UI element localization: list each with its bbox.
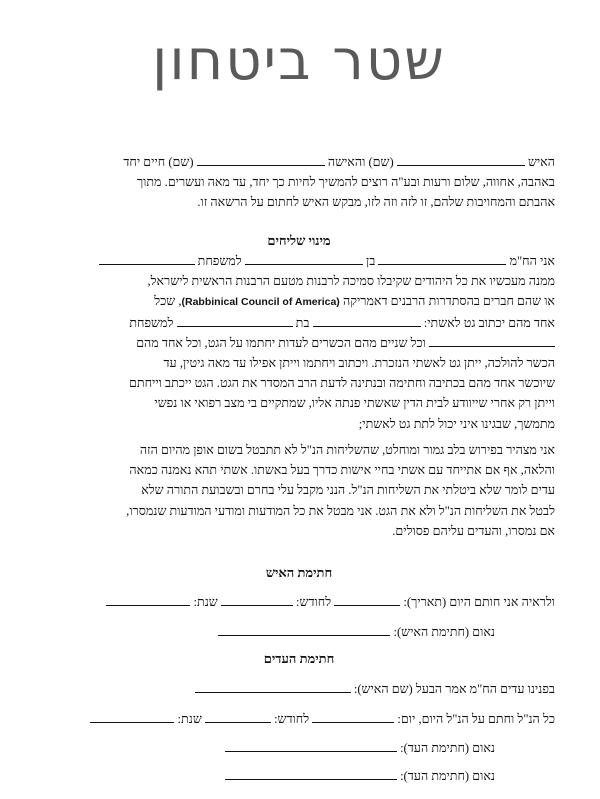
appointer-label: אני הח"מ	[509, 254, 555, 268]
rca-english-label: (Rabbinical Council of America)	[181, 296, 340, 309]
witness-year-label: שנת:	[177, 712, 202, 726]
wife-label: אחד מהם יכתוב גט לאשתי:	[423, 315, 555, 330]
declaration-paragraph	[43, 440, 555, 541]
man-signature-heading: חתימת האיש	[265, 565, 333, 580]
witness-2-signature-field[interactable]	[225, 766, 397, 780]
intro-man-label: האיש	[527, 155, 555, 169]
man-sign-row	[43, 622, 495, 640]
intro-line-1	[43, 152, 555, 172]
man-year-label: שנת:	[193, 595, 218, 609]
father-name-field[interactable]	[245, 251, 363, 265]
appoint-line-5-text: וכל שניים מהם הכשרים לעדות יחתמו על הגט, וכל אחד מהם	[136, 335, 426, 350]
rca-suffix: , שכל	[154, 294, 182, 309]
appoint-line-6: הכשר להולכה, ייתן גט לאשתי הנזכרת. ויכתוב ויחתמו וייתן אפילו עד מאה גיטין, עד	[163, 356, 555, 371]
appoint-line-8: וייתן רק אחרי שייוודע לבית הדין שאשתי פנתה אליו, שמתקיים בי מצב רפואי או נפשי	[154, 396, 555, 411]
witness-day-label: כל הנ"ל וחתם על הנ"ל היום, יום:	[397, 712, 555, 726]
man-signature-field[interactable]	[218, 622, 390, 636]
rca-hebrew-label: או שהם חברים בהסתדרות הרבנים דאמריקה	[342, 294, 555, 309]
witness-statement-label: בפנינו עדים הח"מ אמר הבעל (שם האיש):	[353, 682, 555, 696]
wife-family-label: למשפחת	[129, 315, 174, 330]
intro-woman-label: (שם) והאישה	[327, 155, 394, 169]
intro-paragraph	[43, 152, 555, 213]
declaration-line-5: אם נמסרו, והעדים עליהם פסולים.	[392, 523, 555, 538]
wife-name-field[interactable]	[313, 313, 421, 327]
witness-1-signature-field[interactable]	[225, 738, 397, 752]
witness-year-field[interactable]	[90, 709, 174, 723]
witness-month-label: לחודש:	[274, 712, 310, 726]
appoint-line-1	[43, 251, 555, 271]
witness-2-sign-label: נאום (חתימת העד):	[400, 769, 495, 783]
wife-family-name-field[interactable]	[429, 333, 555, 347]
document-title: שטר ביטחון	[152, 28, 446, 93]
appoint-line-3	[43, 291, 555, 312]
man-date-row	[43, 592, 555, 610]
daughter-of-label: בת	[295, 315, 310, 330]
man-sign-label: נאום (חתימת האיש):	[393, 625, 495, 639]
man-month-field[interactable]	[221, 592, 293, 606]
wife-father-name-field[interactable]	[177, 313, 293, 327]
witness-1-sign-label: נאום (חתימת העד):	[400, 741, 495, 755]
appoint-heading: מינוי שליחים	[267, 233, 331, 248]
witness-1-sign-row	[43, 738, 495, 756]
appoint-paragraph	[43, 251, 555, 434]
man-name-field[interactable]	[397, 152, 525, 166]
witness-date-row	[43, 709, 555, 727]
appoint-line-9: מתמשך, שבגינו איני יכול לתת גט לאשתי;	[358, 416, 555, 431]
appointer-name-field[interactable]	[378, 251, 506, 265]
appoint-line-4	[43, 313, 555, 333]
intro-line-3: אהבתם והמחויבות שלהם, זו לזה וזה לזו, מבקש האיש לחתום על הרשאה זו.	[197, 195, 555, 210]
appoint-line-2: ממנה מעכשיו את כל היהודים שקיבלו סמיכה לרבנות מטעם הרבנות הראשית לישראל,	[147, 274, 555, 289]
man-date-label: ולראיה אני חותם היום (תאריך):	[403, 595, 555, 609]
declaration-line-1: אני מצהיר בפירוש בלב גמור ומוחלט, שהשליחות הנ"ל לא תתבטל בשום אופן מהיום הזה	[139, 443, 555, 457]
man-day-field[interactable]	[334, 592, 400, 606]
witnesses-heading: חתימת העדים	[263, 651, 335, 666]
intro-line-2: באהבה, אחווה, שלום ורעות ובע"ה רוצים להמשיך לחיות כך יחד, עד מאה ועשרים. מתוך	[136, 175, 555, 190]
witness-month-field[interactable]	[205, 709, 271, 723]
declaration-line-2: והלאה, אף אם אתייחד עם אשתי בחיי אישות כדרך בעל באשתו. אשתי תהא נאמנה כמאה	[129, 463, 555, 478]
husband-name-field[interactable]	[195, 679, 351, 693]
family-label: למשפחת	[197, 254, 242, 268]
intro-living-label: (שם) חיים יחד	[123, 155, 194, 169]
appoint-line-5	[43, 333, 555, 353]
man-month-label: לחודש:	[296, 595, 332, 609]
declaration-line-3: עדים לומר שלא ביטלתי את השליחות הנ"ל. הנני מקבל עלי בחרם ובשבועת התורה שלא	[141, 483, 555, 498]
declaration-line-4: לבטל את השליחות הנ"ל ולא את הגט. אני מבטל את כל המודעות ומודעי המודעות שנמסרו,	[126, 503, 555, 518]
appoint-line-7: שיוכשר אחד מהם בכתיבה וחתימה ובנתינה לדעת הרב המסדר את הגט. הגט ייכתב וייחתם	[129, 376, 555, 391]
witness-statement-row	[43, 679, 555, 697]
witness-2-sign-row	[43, 766, 495, 784]
woman-name-field[interactable]	[197, 152, 325, 166]
witness-day-field[interactable]	[312, 709, 394, 723]
man-year-field[interactable]	[106, 592, 190, 606]
son-of-label: בן	[365, 254, 376, 268]
family-name-field[interactable]	[99, 251, 195, 265]
